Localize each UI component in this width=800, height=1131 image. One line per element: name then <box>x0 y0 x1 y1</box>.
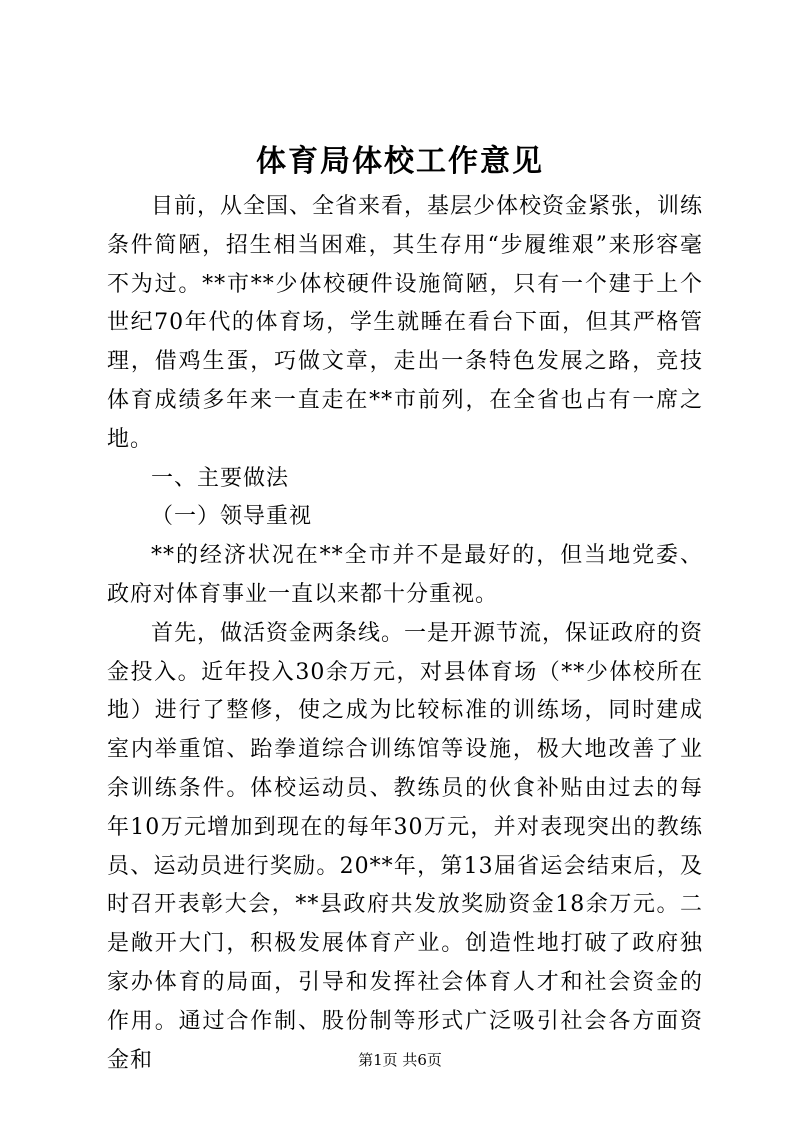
page-footer: 第1页 共6页 <box>358 1051 442 1069</box>
paragraph-funding: 首先，做活资金两条线。一是开源节流，保证政府的资金投入。近年投入30余万元，对县体育场（**少体校所在地）进行了整修，使之成为比较标准的训练场，同时建成室内举重馆、跆拳道综合训练馆等设施，极大地改善了业余训练条件。体校运动员、教练员的伙食补贴由过去的每年10万元增加到现在的每年30万元，并对表现突出的教练员、运动员进行奖励。20**年，第13届省运会结束后，及时召开表彰大会，**县政府共发放奖励资金18余万元。二是敞开大门，积极发展体育产业。创造性地打破了政府独家办体育的局面，引导和发挥社会体育人才和社会资金的作用。通过合作制、股份制等形式广泛吸引社会各方面资金和 <box>107 620 704 1073</box>
paragraph-leadership: **的经济状况在**全市并不是最好的，但当地党委、政府对体育事业一直以来都十分重视。 <box>107 543 703 607</box>
section-heading-main-practices: 一、主要做法 <box>151 465 290 491</box>
subsection-heading-leadership: （一）领导重视 <box>151 504 313 530</box>
paragraph-intro: 目前，从全国、全省来看，基层少体校资金紧张，训练条件简陋，招生相当困难，其生存用“步履维艰”来形容毫不为过。**市**少体校硬件设施简陋，只有一个建于上个世纪70年代的体育场，学生就睡在看台下面，但其严格管理，借鸡生蛋，巧做文章，走出一条特色发展之路，竞技体育成绩多年来一直走在**市前列，在全省也占有一席之地。 <box>107 194 704 452</box>
document-body <box>107 188 703 1080</box>
document-title: 体育局体校工作意见 <box>256 144 544 179</box>
